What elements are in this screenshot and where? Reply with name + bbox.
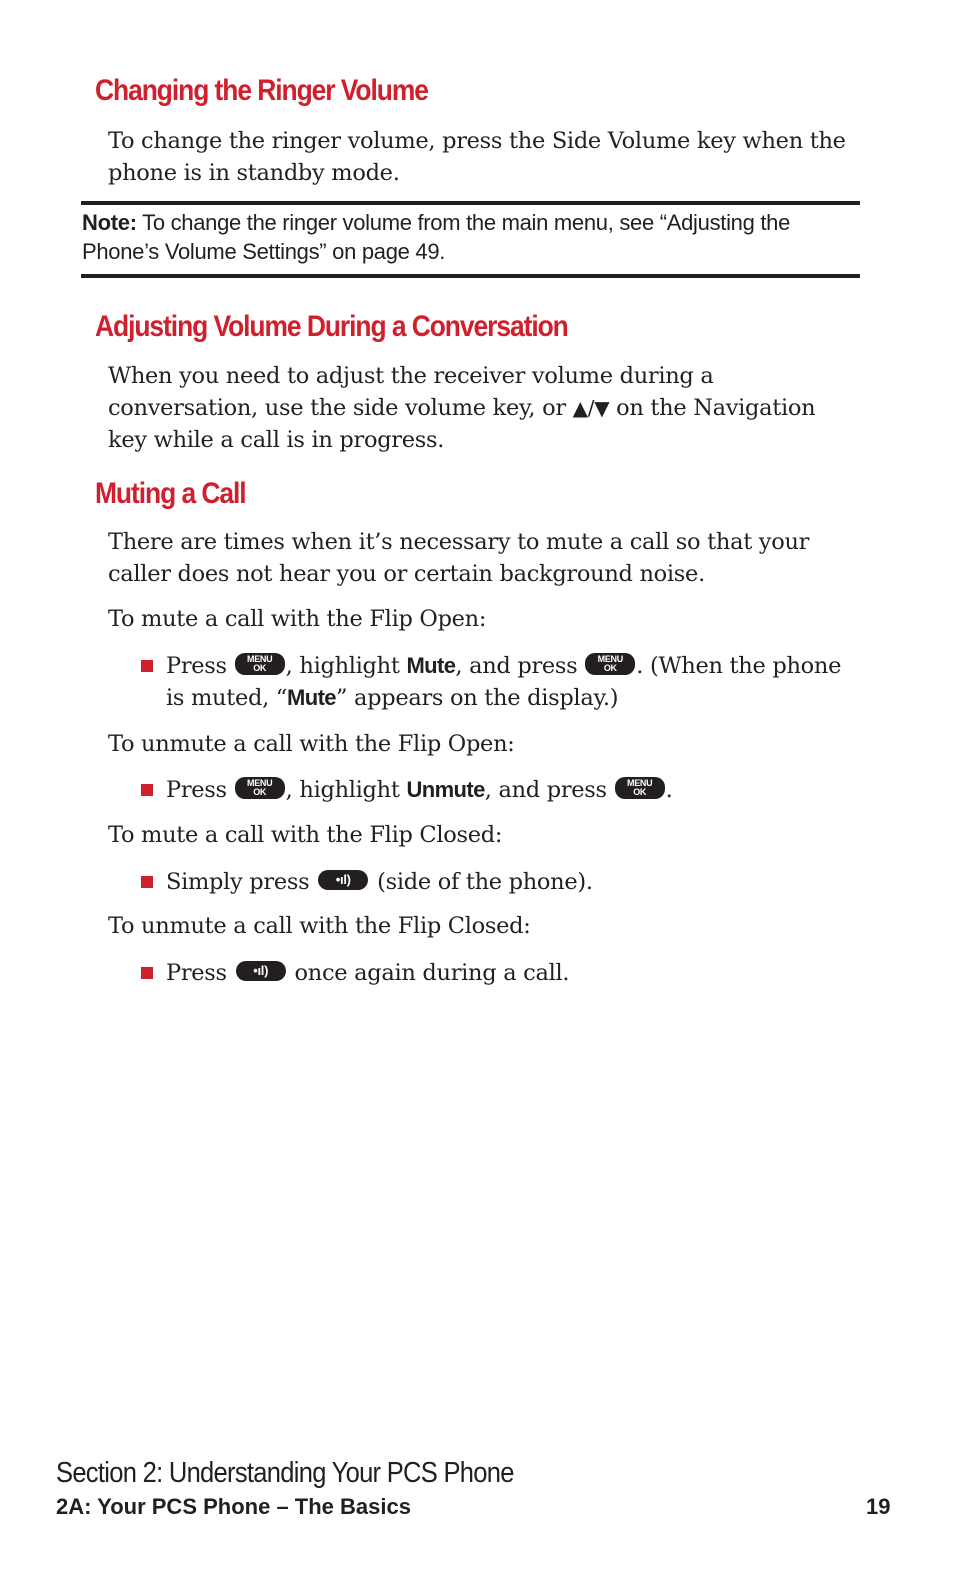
unmute-flip-open-label: To unmute a call with the Flip Open: [108,731,515,757]
bullet-square [141,784,153,796]
note-label: Note: [82,210,137,235]
conversation-text-2: on the Navigation key while a call is in progress. [108,395,816,453]
step-text: , highlight [285,653,400,679]
menu-ok-key-icon: MENU OK [585,653,635,675]
note-top-rule [81,201,860,205]
step-text: . [665,777,673,803]
navigation-arrows-icon: ▲/▼ [572,396,610,420]
step-text: . (When the phone is muted, “ [166,653,842,711]
footer-chapter-title: 2A: Your PCS Phone – The Basics [56,1494,411,1519]
muting-intro: There are times when it’s necessary to mute a call so that your caller does not hear you or certain background noise. [108,529,810,587]
side-key-icon: •ıl) [318,870,368,890]
mute-flip-closed-label: To mute a call with the Flip Closed: [108,822,503,848]
unmute-flip-closed-label: To unmute a call with the Flip Closed: [108,913,531,939]
menu-item-mute: Mute [406,653,456,678]
conversation-volume-body [108,360,856,456]
menu-ok-key-icon: MENU OK [615,777,665,799]
note-block [82,208,852,266]
mute-flip-open-step [166,650,866,714]
step-text: , highlight [285,777,400,803]
step-text: Press [166,960,227,986]
unmute-flip-open-step [166,774,866,806]
step-text: Press [166,777,227,803]
step-text: Press [166,653,227,679]
bullet-square [141,660,153,672]
menu-item-unmute: Unmute [406,777,485,802]
menu-ok-key-icon: MENU OK [235,777,285,799]
step-text: (side of the phone). [377,869,593,895]
note-bottom-rule [81,274,860,278]
display-word-mute: Mute [287,685,336,710]
menu-ok-key-icon: MENU OK [235,653,285,675]
step-text: , and press [484,777,607,803]
conversation-text-1: When you need to adjust the receiver volume during a conversation, use the side volume key, or [108,363,714,421]
heading-muting-call: Muting a Call [95,477,246,510]
ringer-volume-body: To change the ringer volume, press the Side Volume key when the phone is in standby mode. [108,128,846,186]
note-text: To change the ringer volume from the main menu, see “Adjusting the Phone’s Volume Settings” on page 49. [82,210,791,264]
step-text: , and press [455,653,578,679]
step-text: ” appears on the display.) [335,685,619,711]
bullet-square [141,876,153,888]
heading-conversation-volume: Adjusting Volume During a Conversation [95,310,568,343]
unmute-flip-closed-step [166,957,866,989]
page-number: 19 [866,1494,891,1519]
footer-section-title: Section 2: Understanding Your PCS Phone [56,1457,514,1489]
heading-ringer-volume: Changing the Ringer Volume [95,74,428,107]
side-key-icon: •ıl) [236,961,286,981]
mute-flip-closed-step [166,866,866,898]
step-text: once again during a call. [294,960,570,986]
bullet-square [141,967,153,979]
mute-flip-open-label: To mute a call with the Flip Open: [108,606,487,632]
step-text: Simply press [166,869,310,895]
